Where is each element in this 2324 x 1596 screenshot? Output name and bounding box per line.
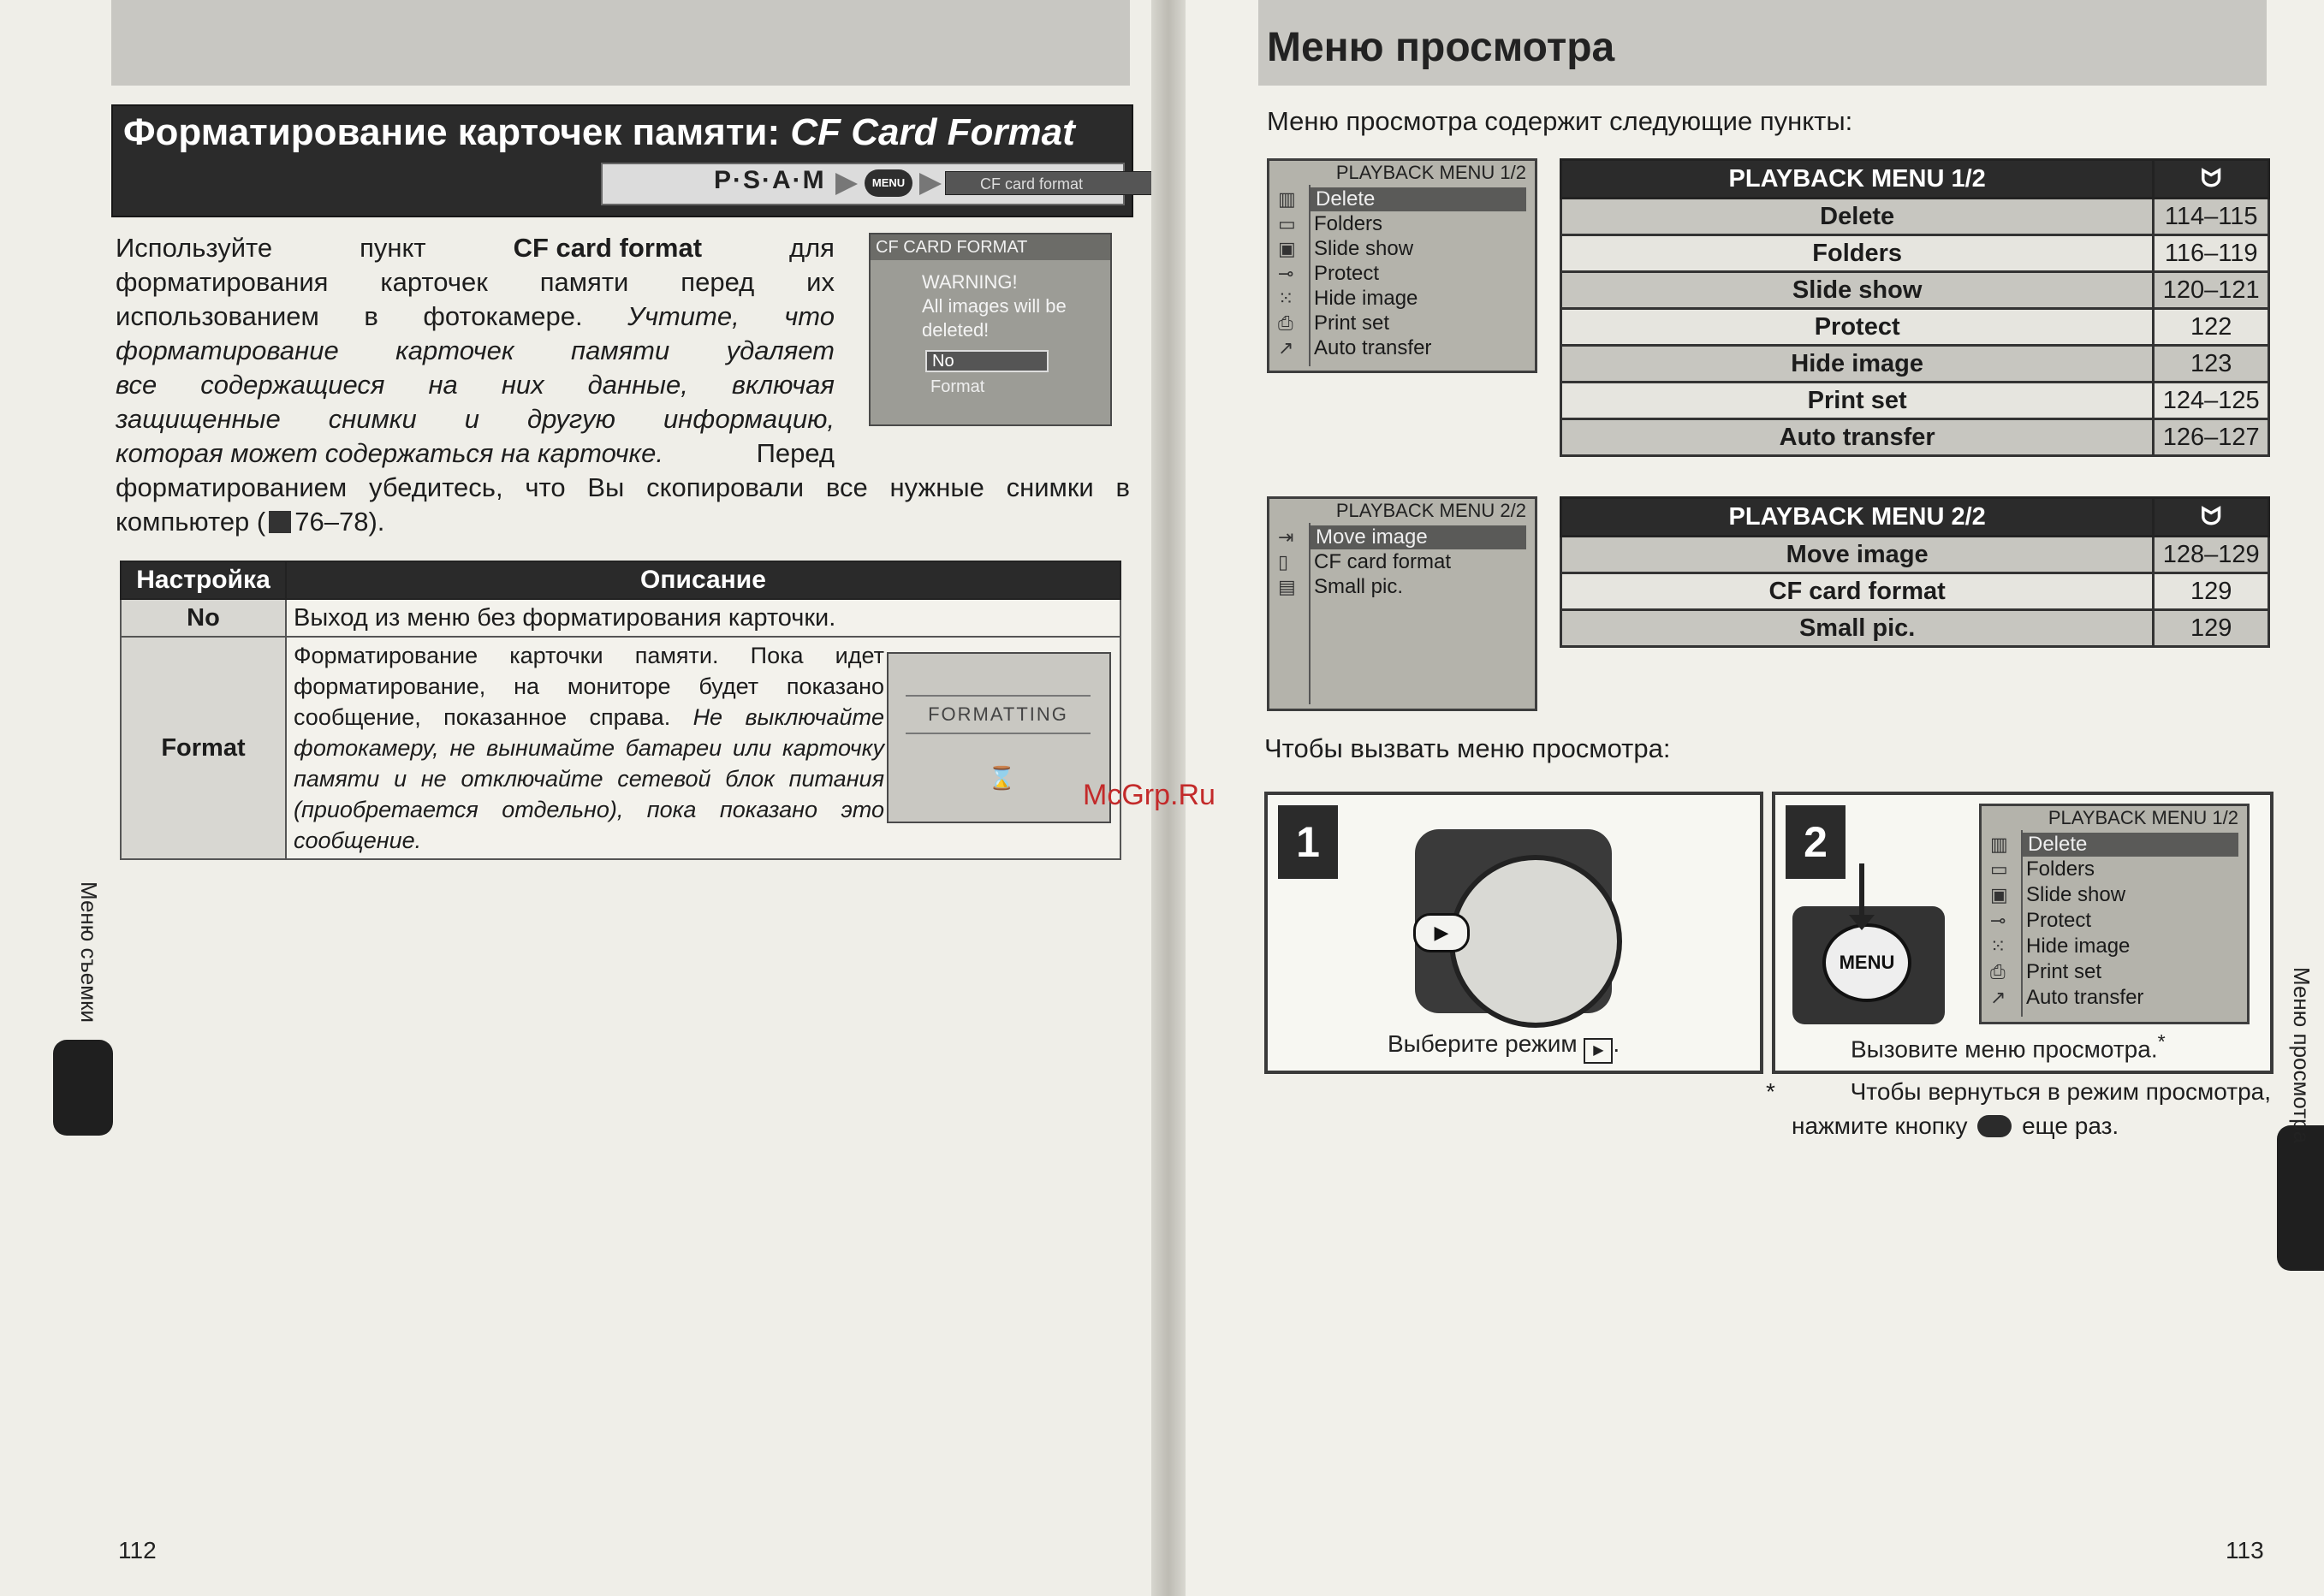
intro-line: компьютер ( 76–78). [116, 507, 385, 537]
option-format[interactable]: Format [930, 377, 985, 396]
menu-item-protect[interactable]: Protect [1314, 262, 1380, 285]
arrow-down-head-icon [1849, 915, 1875, 930]
warning-screen-header: CF CARD FORMAT [871, 234, 1110, 260]
menu-item-print-set[interactable]: Print set [1314, 311, 1390, 335]
left-page [0, 0, 1151, 1596]
menu-button-icon: MENU [865, 169, 912, 197]
call-menu-label: Чтобы вызвать меню просмотра: [1264, 733, 1671, 763]
playback-menu-table-2 [1560, 496, 2270, 648]
slideshow-icon: ▣ [1278, 238, 1296, 259]
step-2-caption: Вызовите меню просмотра.* [1851, 1030, 2166, 1063]
intro-line: все содержащиеся на них данные, включая [116, 370, 835, 400]
screen-divider [1309, 523, 1311, 704]
menu-item-small-pic[interactable]: Small pic. [1314, 575, 1404, 598]
table-header: PLAYBACK MENU 1/2 [1561, 160, 2154, 199]
menu-item-delete[interactable]: Delete [2023, 833, 2238, 857]
page-number: 112 [118, 1537, 157, 1563]
hide-image-icon: ⁙ [1990, 935, 2006, 957]
screen-header: PLAYBACK MENU 1/2 [1335, 162, 1526, 183]
intro-line: форматирования карточек памяти перед их [116, 267, 835, 297]
menu-item-print-set[interactable]: Print set [2026, 960, 2102, 983]
folder-icon: ▭ [1990, 858, 2008, 880]
column-header-description: Описание [286, 561, 1120, 599]
table-row: Protect 122 [1561, 309, 2269, 346]
setting-key: Format [121, 637, 286, 859]
intro-line: защищенные снимки и другую информацию, [116, 404, 835, 434]
screen-header: PLAYBACK MENU 1/2 [2048, 807, 2238, 828]
step-number: 1 [1278, 805, 1338, 879]
playback-mode-icon: ▶ [1413, 913, 1470, 952]
step-number: 2 [1786, 805, 1846, 879]
side-label: Меню съемки [76, 881, 102, 1023]
page-title: Меню просмотра [1267, 25, 1615, 70]
print-icon: ⎙ [1990, 961, 2006, 982]
table-row [121, 599, 1120, 637]
setting-desc: Форматирование карточки памяти. Пока идет форматирование, на мониторе будет показано сообщение, показанное справа. Не выключайте фотокамеру, не вынимайте батареи или карточку памяти и не отключайте сетевой блок питания (приобретается отдельно), пока показано это сообщение. [286, 637, 1120, 859]
table-header-row [1561, 498, 2269, 537]
trash-icon: ▥ [1990, 834, 2008, 855]
intro-line: которая может содержаться на карточке. Перед [116, 438, 835, 468]
small-pic-icon: ▤ [1278, 576, 1296, 597]
table-header: PLAYBACK MENU 2/2 [1561, 498, 2154, 537]
step-2-box [1772, 792, 2273, 1074]
menu-item-folders[interactable]: Folders [1314, 212, 1383, 235]
menu-item-auto-transfer[interactable]: Auto transfer [1314, 336, 1432, 359]
watermark: McGrp.Ru [1083, 779, 1215, 811]
column-header-setting: Настройка [121, 561, 286, 599]
table-row: Delete 114–115 [1561, 199, 2269, 235]
move-image-icon: ⇥ [1278, 526, 1294, 548]
intro-line: форматирование карточек памяти удаляет [116, 335, 835, 365]
transfer-icon: ↗ [1278, 337, 1294, 359]
intro-paragraph-top [116, 231, 835, 471]
table-row: Auto transfer 126–127 [1561, 419, 2269, 456]
mode-label: P·S·A·M [714, 166, 826, 194]
menu-button-icon [1977, 1115, 2012, 1137]
intro-line: форматированием убедитесь, что Вы скопировали все нужные снимки в [116, 472, 1130, 502]
menu-item-cf-card-format[interactable]: CF card format [1314, 550, 1452, 573]
footnote: * Чтобы вернуться в режим просмотра, нажмите кнопку еще раз. [1766, 1078, 2271, 1139]
page-ref-icon: ᗢ [2154, 160, 2269, 199]
table-row: Small pic. 129 [1561, 610, 2269, 647]
arrow-right-icon [835, 173, 858, 195]
page-number: 113 [2226, 1537, 2264, 1563]
setting-desc: Выход из меню без форматирования карточки. [286, 599, 1120, 637]
formatting-label: FORMATTING [906, 695, 1091, 734]
screen-header: PLAYBACK MENU 2/2 [1335, 500, 1526, 521]
reference-icon [269, 511, 291, 533]
menu-item-slide-show[interactable]: Slide show [1314, 237, 1414, 260]
table-header-row [121, 561, 1120, 599]
table-row: Hide image 123 [1561, 346, 2269, 383]
table-row: Move image 128–129 [1561, 537, 2269, 573]
table-row: CF card format 129 [1561, 573, 2269, 610]
playback-menu-screen-step [1979, 804, 2250, 1024]
step-1-caption: Выберите режим ▶ . [1388, 1030, 1620, 1064]
setting-key: No [121, 599, 286, 637]
section-title: Форматирование карточек памяти: CF Card Format [123, 111, 1075, 153]
menu-item-slide-show[interactable]: Slide show [2026, 883, 2126, 906]
intro-paragraph-bottom [116, 471, 1130, 539]
hourglass-icon: ⌛ [988, 765, 1016, 791]
side-tab-marker [53, 1040, 113, 1136]
top-gray-band [111, 0, 1130, 86]
menu-item-folders[interactable]: Folders [2026, 857, 2095, 881]
screen-divider [2021, 830, 2023, 1017]
playback-menu-table-1 [1560, 158, 2270, 457]
playback-menu-screen-1 [1267, 158, 1537, 373]
slideshow-icon: ▣ [1990, 884, 2008, 905]
screen-divider [1309, 185, 1311, 366]
cf-format-chip: CF card format [945, 171, 1151, 195]
menu-item-hide-image[interactable]: Hide image [2026, 934, 2131, 958]
mode-path [601, 163, 1125, 205]
key-icon: ⊸ [1990, 910, 2006, 931]
menu-item-hide-image[interactable]: Hide image [1314, 287, 1418, 310]
table-row: Slide show 120–121 [1561, 272, 2269, 309]
formatting-screen [887, 652, 1111, 823]
side-tab-marker [2277, 1125, 2324, 1271]
print-icon: ⎙ [1278, 312, 1293, 334]
section-title-bar [111, 104, 1133, 217]
trash-icon: ▥ [1278, 188, 1296, 210]
warning-text: WARNING! All images will be deleted! [922, 271, 1067, 341]
folder-icon: ▭ [1278, 213, 1296, 234]
mode-dial-icon[interactable] [1449, 855, 1622, 1028]
hide-image-icon: ⁙ [1278, 288, 1294, 309]
right-page [1186, 0, 2324, 1596]
play-icon: ▶ [1584, 1038, 1613, 1064]
playback-menu-screen-2 [1267, 496, 1537, 711]
menu-item-protect[interactable]: Protect [2026, 909, 2092, 932]
table-row: Print set 124–125 [1561, 383, 2269, 419]
menu-item-move-image[interactable]: Move image [1311, 525, 1526, 549]
key-icon: ⊸ [1278, 263, 1294, 284]
intro-line: Используйте пункт CF card format для [116, 233, 835, 263]
warning-screen [869, 233, 1112, 426]
menu-item-delete[interactable]: Delete [1311, 187, 1526, 211]
page-ref-icon: ᗢ [2154, 498, 2269, 537]
cf-card-icon: ▯ [1278, 551, 1289, 573]
step-1-box [1264, 792, 1763, 1074]
transfer-icon: ↗ [1990, 987, 2006, 1008]
option-no[interactable]: No [925, 350, 1049, 372]
menu-button[interactable]: MENU [1822, 923, 1911, 1002]
menu-item-auto-transfer[interactable]: Auto transfer [2026, 986, 2144, 1009]
arrow-right-icon [919, 173, 942, 195]
table-header-row [1561, 160, 2269, 199]
table-row: Folders 116–119 [1561, 235, 2269, 272]
side-label: Меню просмотра [2289, 967, 2315, 1144]
intro-text: Меню просмотра содержит следующие пункты: [1267, 106, 1853, 136]
intro-line: использованием в фотокамере. Учтите, что [116, 301, 835, 331]
